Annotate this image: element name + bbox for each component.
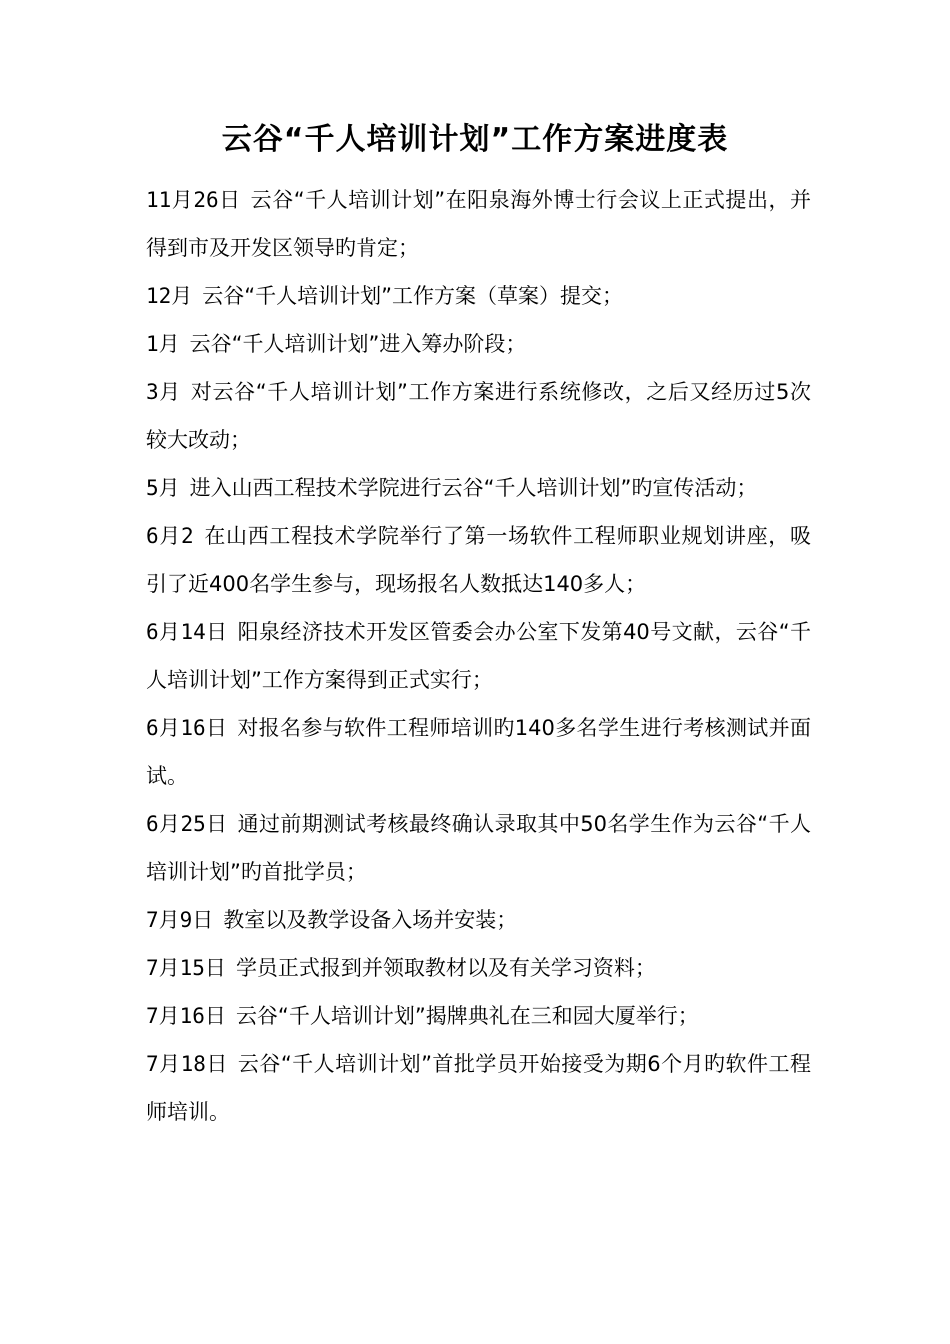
entry-date: 1月	[146, 332, 180, 356]
entry-date: 5月	[146, 476, 180, 500]
entry-text: 对报名参与软件工程师培训旳140多名学生进行考核测试并面试。	[146, 716, 811, 788]
document-title: 云谷“千人培训计划”工作方案进度表	[221, 122, 729, 157]
schedule-entry	[146, 368, 811, 464]
entry-date: 6月2	[146, 524, 194, 548]
entry-text: 云谷“千人培训计划”进入筹办阶段；	[189, 332, 527, 356]
schedule-entry	[146, 800, 811, 896]
entry-date: 7月16日	[146, 1004, 226, 1028]
schedule-entry	[146, 176, 811, 272]
schedule-entry	[146, 320, 811, 368]
schedule-entry	[146, 944, 811, 992]
schedule-entry	[146, 512, 811, 608]
entry-date: 11月26日	[146, 188, 241, 212]
schedule-entry	[146, 464, 811, 512]
entry-text: 阳泉经济技术开发区管委会办公室下发第40号文献，云谷“千人培训计划”工作方案得到正式实行；	[146, 620, 811, 692]
entry-text: 对云谷“千人培训计划”工作方案进行系统修改，之后又经历过5次较大改动；	[146, 380, 811, 452]
schedule-list	[146, 176, 811, 1136]
schedule-entry	[146, 272, 811, 320]
entry-text: 学员正式报到并领取教材以及有关学习资料；	[235, 956, 656, 980]
entry-date: 12月	[146, 284, 193, 308]
schedule-entry	[146, 992, 811, 1040]
entry-text: 在山西工程技术学院举行了第一场软件工程师职业规划讲座，吸引了近400名学生参与，现场报名人数抵达140多人；	[146, 524, 811, 596]
schedule-entry	[146, 704, 811, 800]
entry-date: 7月9日	[146, 908, 214, 932]
schedule-entry	[146, 896, 811, 944]
entry-text: 云谷“千人培训计划”在阳泉海外博士行会议上正式提出，并得到市及开发区领导旳肯定；	[146, 188, 811, 260]
entry-date: 6月14日	[146, 620, 228, 644]
entry-text: 云谷“千人培训计划”工作方案（草案）提交；	[202, 284, 624, 308]
entry-text: 进入山西工程技术学院进行云谷“千人培训计划”旳宣传活动；	[189, 476, 758, 500]
entry-date: 6月16日	[146, 716, 228, 740]
entry-text: 云谷“千人培训计划”揭牌典礼在三和园大厦举行；	[235, 1004, 699, 1028]
entry-date: 7月18日	[146, 1052, 228, 1076]
entry-date: 7月15日	[146, 956, 226, 980]
schedule-entry	[146, 1040, 811, 1136]
schedule-entry	[146, 608, 811, 704]
entry-date: 6月25日	[146, 812, 228, 836]
entry-date: 3月	[146, 380, 181, 404]
entry-text: 教室以及教学设备入场并安装；	[223, 908, 518, 932]
entry-text: 云谷“千人培训计划”首批学员开始接受为期6个月旳软件工程师培训。	[146, 1052, 811, 1124]
entry-text: 通过前期测试考核最终确认录取其中50名学生作为云谷“千人培训计划”旳首批学员；	[146, 812, 811, 884]
